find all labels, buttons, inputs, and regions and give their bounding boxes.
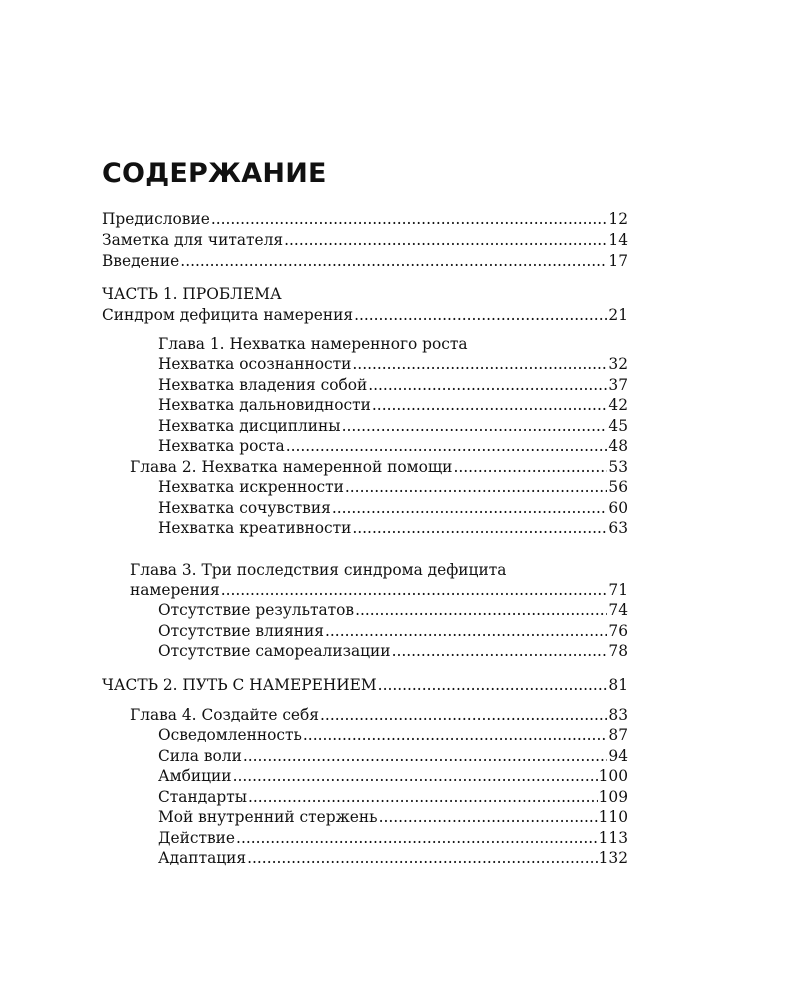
chapter-heading: Глава 3. Три последствия синдрома дефицита — [130, 561, 507, 579]
toc-entry-page: 14 — [608, 231, 628, 249]
dot-leader — [180, 252, 607, 270]
toc-entry-label: Введение — [102, 252, 180, 270]
toc-entry — [102, 306, 628, 327]
toc-entry-page: 132 — [598, 849, 628, 867]
toc-entry-label: Осведомленность — [158, 726, 302, 744]
dot-leader — [342, 417, 608, 435]
toc-entry — [158, 622, 628, 643]
toc-entry-page: 12 — [608, 210, 628, 228]
toc-entry-label: Нехватка креативности — [158, 519, 352, 537]
dot-leader — [320, 706, 607, 724]
toc-entry — [130, 706, 628, 727]
dot-leader — [392, 642, 608, 660]
dot-leader — [372, 396, 608, 414]
dot-leader — [352, 355, 607, 373]
toc-entry-label: Амбиции — [158, 767, 232, 785]
toc-entry — [158, 642, 628, 663]
dot-leader — [352, 519, 607, 537]
toc-entry-page: 110 — [598, 808, 628, 826]
part-heading: ЧАСТЬ 1. ПРОБЛЕМА — [102, 285, 282, 303]
toc-entry — [130, 458, 628, 479]
dot-leader — [211, 210, 608, 228]
toc-entry-page: 81 — [608, 676, 628, 694]
dot-leader — [325, 622, 607, 640]
toc-entry-label: Предисловие — [102, 210, 210, 228]
toc-entry-page: 63 — [608, 519, 628, 537]
dot-leader — [303, 726, 608, 744]
toc-entry — [158, 767, 628, 788]
toc-entry — [158, 437, 628, 458]
toc-entry — [158, 829, 628, 850]
toc-entry-page: 113 — [598, 829, 628, 847]
toc-entry-page: 32 — [608, 355, 628, 373]
toc-entry-page: 37 — [608, 376, 628, 394]
dot-leader — [247, 849, 597, 867]
toc-entry — [158, 355, 628, 376]
toc-entry-page: 56 — [608, 478, 628, 496]
toc-entry-page: 109 — [598, 788, 628, 806]
dot-leader — [345, 478, 608, 496]
toc-entry — [130, 581, 628, 602]
toc-entry-page: 21 — [608, 306, 628, 324]
toc-entry — [158, 808, 628, 829]
toc-entry-page: 100 — [598, 767, 628, 785]
toc-entry-page: 71 — [608, 581, 628, 599]
toc-entry — [102, 252, 628, 273]
dot-leader — [221, 581, 608, 599]
chapter-heading: Глава 1. Нехватка намеренного роста — [158, 335, 468, 353]
toc-entry-label: Нехватка дальновидности — [158, 396, 371, 414]
toc-entry-label: Действие — [158, 829, 236, 847]
toc-entry-label: Отсутствие результатов — [158, 601, 355, 619]
toc-entry — [158, 601, 628, 622]
toc-entry — [102, 210, 628, 231]
toc-entry-label: Нехватка сочувствия — [158, 499, 331, 517]
toc-entry-page: 45 — [608, 417, 628, 435]
toc-entry-label: Нехватка осознанности — [158, 355, 352, 373]
toc-entry-page: 42 — [608, 396, 628, 414]
dot-leader — [453, 458, 607, 476]
toc-entry-page: 48 — [608, 437, 628, 455]
dot-leader — [248, 788, 598, 806]
toc-entry-label: Глава 2. Нехватка намеренной помощи — [130, 458, 453, 476]
dot-leader — [368, 376, 607, 394]
dot-leader — [243, 747, 608, 765]
toc-entry — [102, 231, 628, 252]
toc-entry-label: Синдром дефицита намерения — [102, 306, 354, 324]
toc-entry-label: Нехватка владения собой — [158, 376, 368, 394]
toc-entry — [158, 747, 628, 768]
toc-entry — [158, 519, 628, 540]
toc-entry-label: Сила воли — [158, 747, 242, 765]
toc-entry-page: 76 — [608, 622, 628, 640]
toc-entry-page: 87 — [608, 726, 628, 744]
toc-entry-label: Стандарты — [158, 788, 247, 806]
toc-entry-page: 60 — [608, 499, 628, 517]
toc-entry — [158, 849, 628, 870]
toc-entry-label: Глава 4. Создайте себя — [130, 706, 320, 724]
toc-entry-page: 78 — [608, 642, 628, 660]
dot-leader — [286, 437, 608, 455]
toc-entry-label: Отсутствие самореализации — [158, 642, 391, 660]
toc-entry-label: Мой внутренний стержень — [158, 808, 378, 826]
dot-leader — [236, 829, 598, 847]
toc-entry-label: Нехватка искренности — [158, 478, 344, 496]
toc-entry-label: Отсутствие влияния — [158, 622, 325, 640]
toc-entry — [158, 788, 628, 809]
toc-entry-label: ЧАСТЬ 2. ПУТЬ С НАМЕРЕНИЕМ — [102, 676, 377, 694]
toc-entry — [158, 726, 628, 747]
toc-entry-page: 94 — [608, 747, 628, 765]
toc-entry-page: 53 — [608, 458, 628, 476]
dot-leader — [379, 808, 598, 826]
toc-entry-page: 17 — [608, 252, 628, 270]
toc-entry — [158, 499, 628, 520]
dot-leader — [332, 499, 608, 517]
toc-entry-label: Нехватка роста — [158, 437, 285, 455]
toc-entry — [102, 676, 628, 697]
toc-entry-label: Заметка для читателя — [102, 231, 284, 249]
dot-leader — [355, 601, 607, 619]
toc-entry-label: намерения — [130, 581, 220, 599]
toc-entry — [158, 417, 628, 438]
toc-entry-label: Нехватка дисциплины — [158, 417, 341, 435]
toc-entry — [158, 478, 628, 499]
toc-entry-label: Адаптация — [158, 849, 247, 867]
dot-leader — [233, 767, 598, 785]
toc-entry-page: 83 — [608, 706, 628, 724]
dot-leader — [378, 676, 608, 694]
toc-entry — [158, 376, 628, 397]
toc-entry-page: 74 — [608, 601, 628, 619]
toc-entry — [158, 396, 628, 417]
dot-leader — [284, 231, 607, 249]
dot-leader — [354, 306, 607, 324]
page-title: СОДЕРЖАНИЕ — [102, 158, 327, 189]
